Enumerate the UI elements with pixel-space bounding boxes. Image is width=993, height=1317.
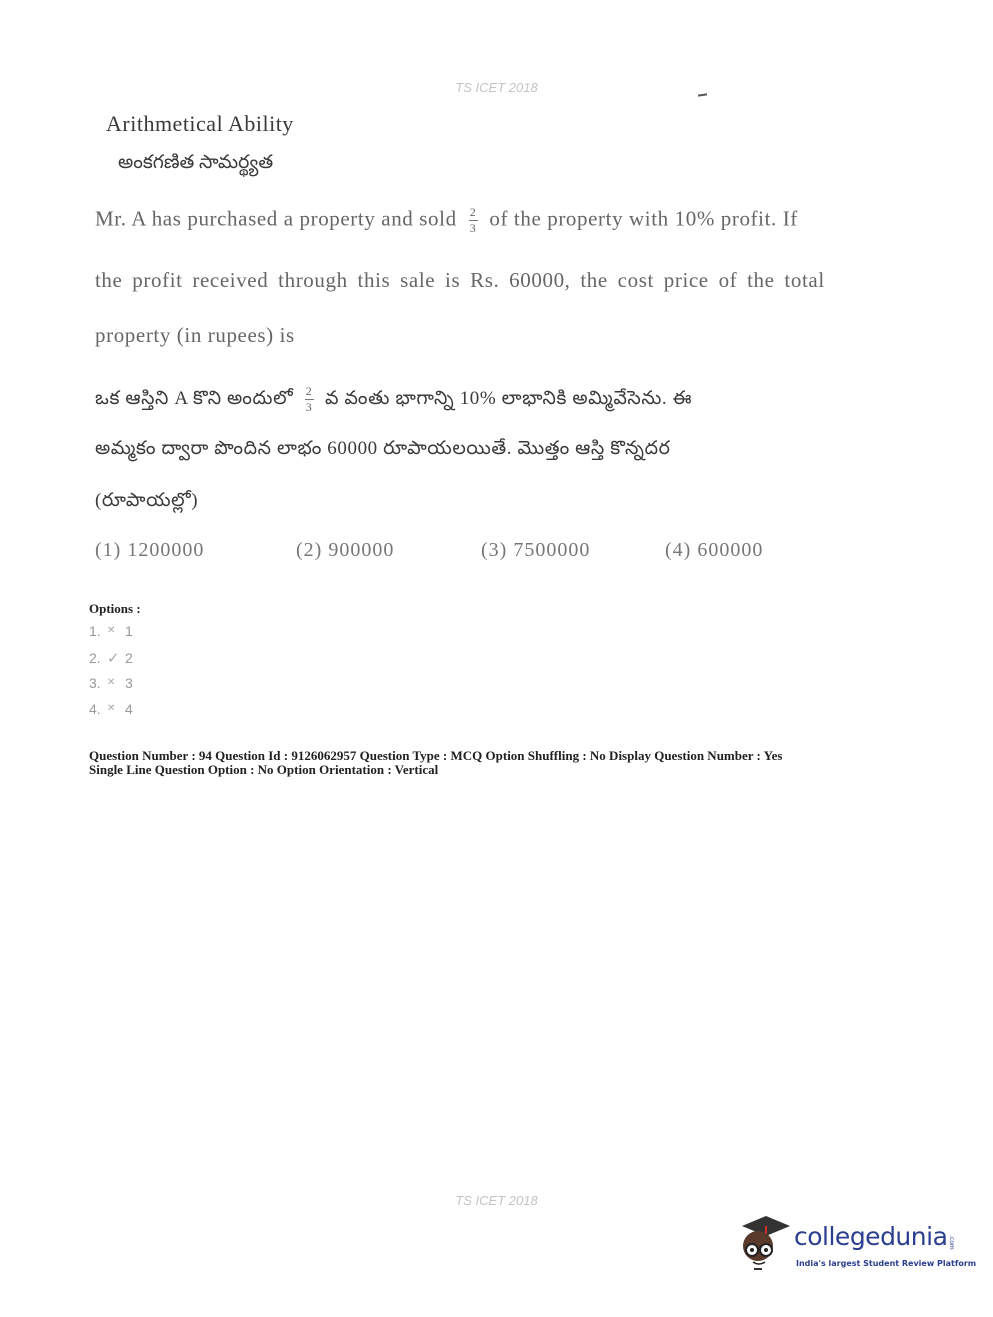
question-metadata-line-2: Single Line Question Option : No Option Orientation : Vertical [89,762,439,777]
option-item: 3. ✕ 3 [89,675,133,691]
question-english-line-3: property (in rupees) is [95,323,295,347]
answer-choice-2: (2) 900000 [296,539,395,561]
fraction: $\frac{2}{3}$ [305,384,313,414]
options-heading: Options : [89,601,141,616]
option-item: 2. ✓ 2 [89,650,133,667]
question-metadata-line-1: Question Number : 94 Question Id : 9126062957 Question Type : MCQ Option Shuffling : No Display Question Number : Yes [89,748,783,763]
logo-tagline: India's largest Student Review Platform [796,1259,977,1268]
question-english-line-1: Mr. A has purchased a property and sold $\frac{2}{3}$ of the property with 10% profit. If [95,205,798,235]
answer-choice-4: (4) 600000 [665,539,764,561]
section-title-english: Arithmetical Ability [106,111,294,136]
question-telugu-line-2: అమ్మకం ద్వారా పొందిన లాభం 60000 రూపాయలయితే. మొత్తం ఆస్తి కొన్నదర [95,438,671,459]
mascot-icon [736,1212,792,1272]
section-title-telugu: అంకగణిత సామర్థ్యత [118,152,274,173]
watermark-top: TS ICET 2018 [455,80,538,95]
checkmark-icon: ✓ [107,650,120,667]
cross-icon: ✕ [107,677,116,688]
cross-icon: ✕ [107,625,116,636]
logo-domain: .com [948,1235,955,1250]
cross-icon: ✕ [107,703,116,714]
collegedunia-logo [736,1212,977,1282]
question-telugu-line-1: ఒక ఆస్తిని A కొని అందులో $\frac{2}{3}$ వ వంతు భాగాన్ని 10% లాభానికి అమ్మివేసెను. ఈ [95,384,693,414]
logo-wordmark: collegedunia [794,1222,948,1251]
answer-choice-3: (3) 7500000 [481,539,591,561]
fraction: $\frac{2}{3}$ [469,205,477,235]
option-item: 1. ✕ 1 [89,623,133,639]
watermark-bottom: TS ICET 2018 [455,1193,538,1208]
answer-choice-1: (1) 1200000 [95,539,205,561]
option-item: 4. ✕ 4 [89,701,133,717]
question-telugu-line-3: (రూపాయల్లో) [95,490,199,511]
stray-mark [698,93,707,96]
question-english-line-2: the profit received through this sale is Rs. 60000, the cost price of the total [95,268,825,292]
